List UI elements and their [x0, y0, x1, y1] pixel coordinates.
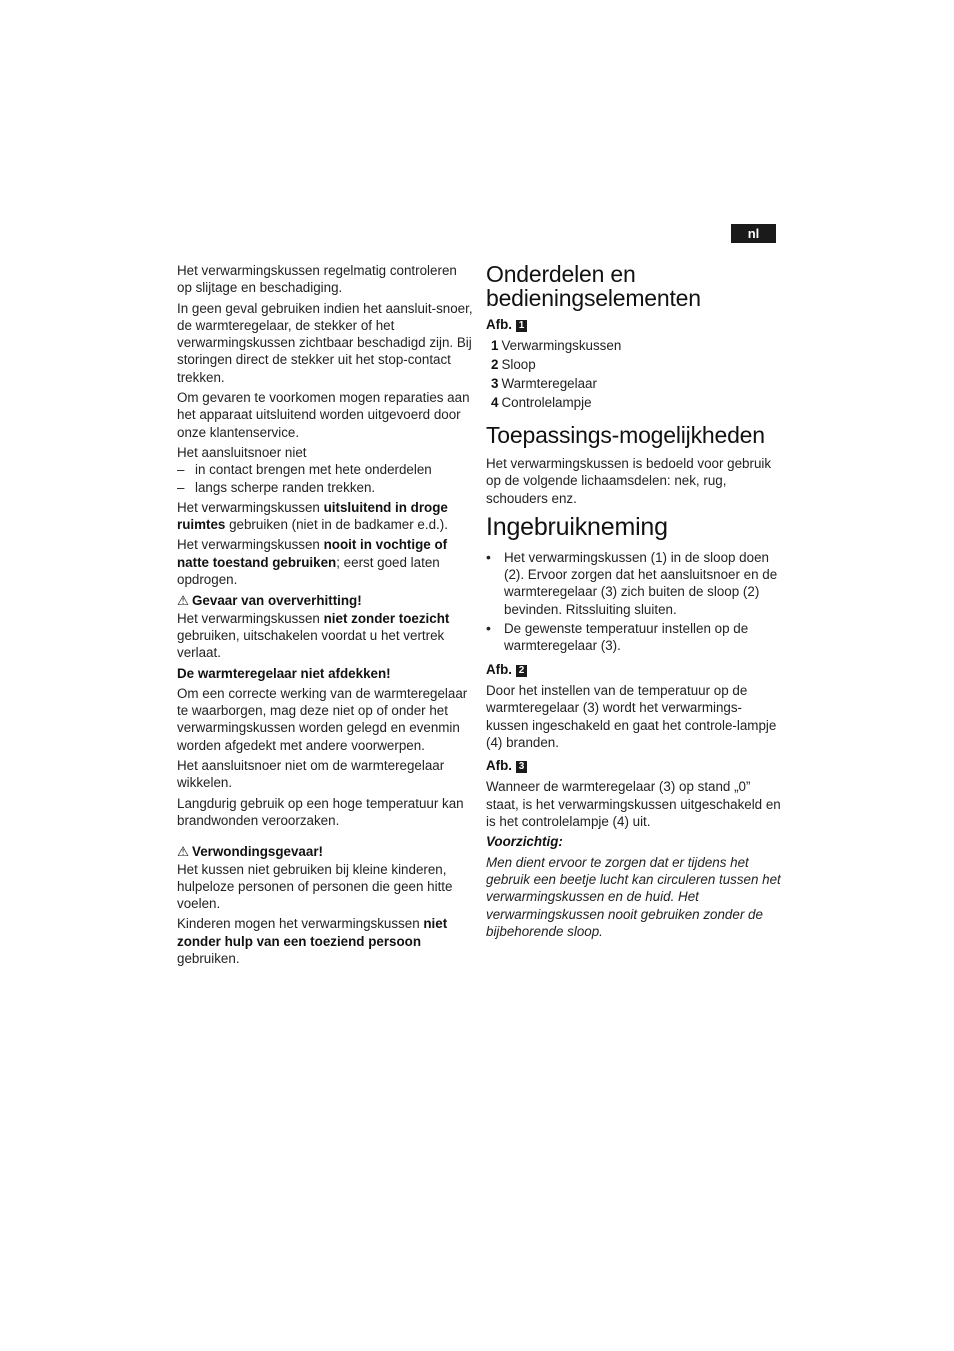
paragraph: Het aansluitsnoer niet om de warmteregelaar wikkelen. [177, 758, 445, 791]
caution-text: Men dient ervoor te zorgen dat er tijdens het gebruik een beetje lucht kan circuleren tussen het verwarmingskussen en de huid. Het verwarmingskussen nooit gebruiken zonder de bijbehorende sloop. [486, 854, 781, 939]
list-item: • De gewenste temperatuur instellen op de warmteregelaar (3). [486, 620, 782, 655]
list-item: 1 Verwarmingskussen [491, 338, 622, 354]
warning-heading: ⚠ Gevaar van oververhitting! [177, 593, 362, 609]
figure-number: 3 [516, 761, 527, 773]
dash-list [177, 461, 473, 496]
list-item: – in contact brengen met hete onderdelen [177, 461, 473, 478]
warning-heading: ⚠ Verwondingsgevaar! [177, 844, 323, 860]
parts-list [486, 337, 782, 411]
list-item: • Het verwarmingskussen (1) in de sloop doen (2). Ervoor zorgen dat het aansluitsnoer en de warmteregelaar (3) zich buiten de sloop (2) bevinden. Ritssluiting sluiten. [486, 549, 782, 618]
list-item: 2 Sloop [491, 357, 536, 373]
paragraph: Door het instellen van de temperatuur op de warmteregelaar (3) wordt het verwarmings-kussen ingeschakeld en gaat het controle-lampje (4) branden. [486, 682, 777, 750]
paragraph: Het verwarmingskussen uitsluitend in droge ruimtes gebruiken (niet in de badkamer e.d.). [177, 499, 448, 533]
paragraph: Wanneer de warmteregelaar (3) op stand „0” staat, is het verwarmingskussen uitgeschakeld en is het controlelampje (4) uit. [486, 779, 781, 830]
left-column [177, 262, 473, 970]
paragraph: In geen geval gebruiken indien het aansluit-snoer, de warmteregelaar, de stekker of het verwarmingskussen zichtbaar beschadigd zijn. Bij storingen direct de stekker uit het stop-contact trekken. [177, 300, 473, 385]
figure-number: 2 [516, 665, 527, 677]
warning-icon: ⚠ [177, 593, 190, 609]
figure-reference: Afb. 1 [486, 316, 782, 333]
paragraph: Om een correcte werking van de warmteregelaar te waarborgen, mag deze niet op of onder het verwarmingskussen worden gelegd en evenmin worden afgedekt met andere voorwerpen. [177, 685, 468, 753]
caution-label: Voorzichtig: [486, 834, 563, 850]
paragraph: Het verwarmingskussen nooit in vochtige of natte toestand gebruiken; eerst goed laten opdrogen. [177, 537, 448, 588]
paragraph: Kinderen mogen het verwarmingskussen niet zonder hulp van een toeziend persoon gebruiken. [177, 916, 448, 966]
section-heading: Ingebruikneming [486, 512, 668, 541]
subheading: De warmteregelaar niet afdekken! [177, 665, 391, 681]
list-item: 3 Warmteregelaar [491, 375, 597, 391]
figure-number: 1 [516, 320, 527, 332]
paragraph: Langdurig gebruik op een hoge temperatuur kan brandwonden veroorzaken. [177, 795, 464, 828]
paragraph: Om gevaren te voorkomen mogen reparaties aan het apparaat uitsluitend worden uitgevoerd door onze klantenservice. [177, 390, 470, 440]
list-item: – langs scherpe randen trekken. [177, 479, 473, 496]
list-item: 4 Controlelampje [491, 394, 592, 410]
paragraph: Het kussen niet gebruiken bij kleine kinderen, hulpeloze personen of personen die geen hitte voelen. [177, 861, 453, 912]
paragraph: Het verwarmingskussen is bedoeld voor gebruik op de volgende lichaamsdelen: nek, rug, schouders enz. [486, 455, 772, 506]
figure-reference: Afb. 2 [486, 661, 782, 678]
paragraph: Het verwarmingskussen regelmatig controleren op slijtage en beschadiging. [177, 263, 457, 296]
right-column [486, 262, 782, 943]
language-tag: nl [731, 224, 776, 243]
section-heading: Onderdelen en bedieningselementen [486, 261, 701, 311]
paragraph: Het verwarmingskussen niet zonder toezicht gebruiken, uitschakelen voordat u het vertrek verlaat. [177, 610, 450, 661]
bullet-list [486, 549, 782, 655]
section-heading: Toepassings-mogelijkheden [486, 421, 765, 448]
figure-reference: Afb. 3 [486, 757, 782, 774]
warning-icon: ⚠ [177, 844, 190, 860]
paragraph: Het aansluitsnoer niet [177, 444, 307, 460]
